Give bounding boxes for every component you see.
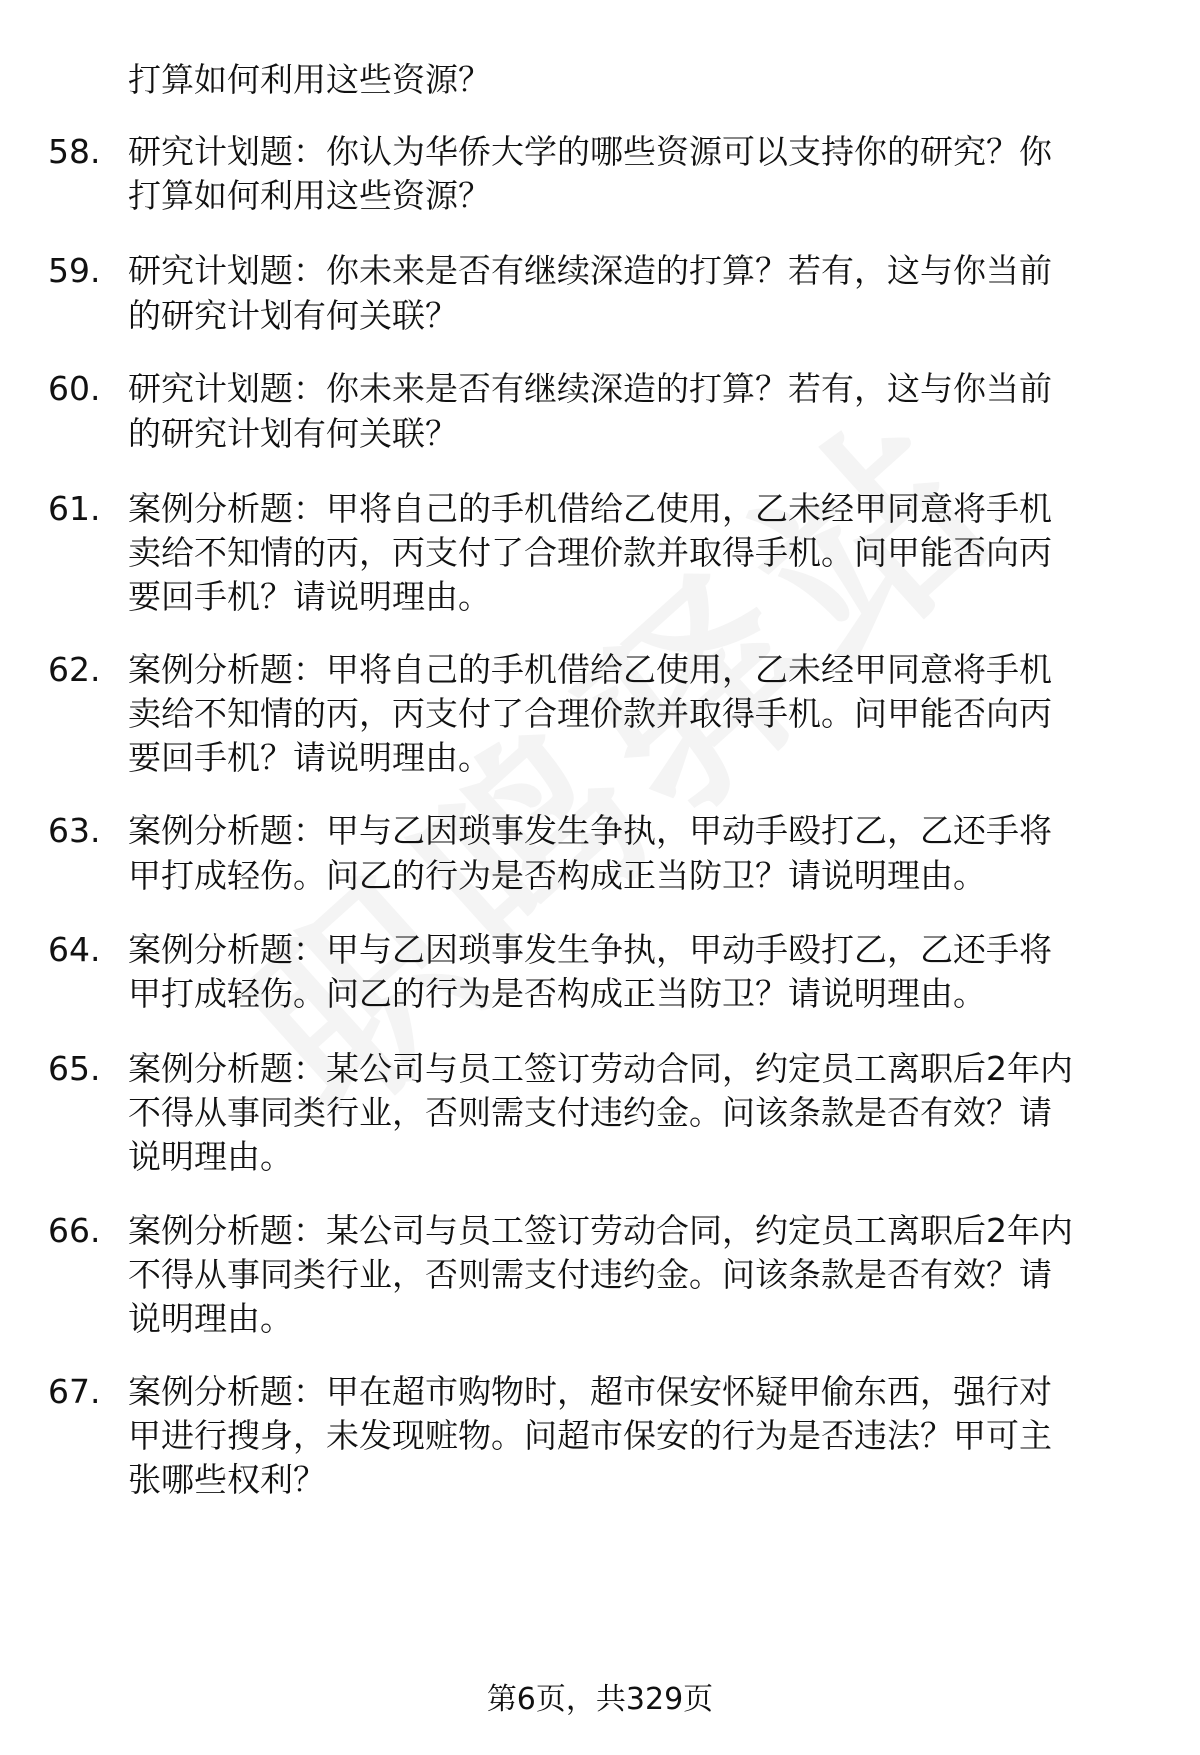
continued-question-line: 打算如何利用这些资源？: [128, 60, 491, 99]
question-line: 说明理由。: [128, 1137, 293, 1176]
question-line: 案例分析题：甲将自己的手机借给乙使用，乙未经甲同意将手机: [128, 489, 1052, 528]
question-number: 62.: [48, 650, 101, 689]
question-line: 卖给不知情的丙，丙支付了合理价款并取得手机。问甲能否向丙: [128, 694, 1052, 733]
question-line: 研究计划题：你认为华侨大学的哪些资源可以支持你的研究？你: [128, 132, 1052, 171]
question-line: 说明理由。: [128, 1299, 293, 1338]
question-number: 59.: [48, 251, 101, 290]
question-number: 63.: [48, 811, 101, 850]
question-line: 案例分析题：甲与乙因琐事发生争执，甲动手殴打乙，乙还手将: [128, 811, 1052, 850]
question-number: 67.: [48, 1372, 101, 1411]
question-line: 打算如何利用这些资源？: [128, 176, 491, 215]
question-line: 张哪些权利？: [128, 1460, 326, 1499]
question-line: 案例分析题：甲与乙因琐事发生争执，甲动手殴打乙，乙还手将: [128, 930, 1052, 969]
question-line: 不得从事同类行业，否则需支付违约金。问该条款是否有效？请: [128, 1093, 1052, 1132]
question-line: 案例分析题：某公司与员工签订劳动合同，约定员工离职后2年内: [128, 1211, 1073, 1250]
question-line: 甲打成轻伤。问乙的行为是否构成正当防卫？请说明理由。: [128, 856, 986, 895]
question-line: 卖给不知情的丙，丙支付了合理价款并取得手机。问甲能否向丙: [128, 533, 1052, 572]
question-number: 65.: [48, 1049, 101, 1088]
question-number: 60.: [48, 369, 101, 408]
question-line: 案例分析题：某公司与员工签订劳动合同，约定员工离职后2年内: [128, 1049, 1073, 1088]
question-line: 甲打成轻伤。问乙的行为是否构成正当防卫？请说明理由。: [128, 974, 986, 1013]
question-number: 66.: [48, 1211, 101, 1250]
question-line: 不得从事同类行业，否则需支付违约金。问该条款是否有效？请: [128, 1255, 1052, 1294]
question-line: 研究计划题：你未来是否有继续深造的打算？若有，这与你当前: [128, 369, 1052, 408]
question-line: 要回手机？请说明理由。: [128, 577, 491, 616]
question-line: 案例分析题：甲将自己的手机借给乙使用，乙未经甲同意将手机: [128, 650, 1052, 689]
question-line: 研究计划题：你未来是否有继续深造的打算？若有，这与你当前: [128, 251, 1052, 290]
question-number: 61.: [48, 489, 101, 528]
question-line: 要回手机？请说明理由。: [128, 738, 491, 777]
question-line: 的研究计划有何关联？: [128, 414, 458, 453]
page-footer: 第6页，共329页: [486, 1682, 714, 1717]
question-number: 64.: [48, 930, 101, 969]
question-line: 甲进行搜身，未发现赃物。问超市保安的行为是否违法？甲可主: [128, 1416, 1052, 1455]
question-line: 的研究计划有何关联？: [128, 296, 458, 335]
question-line: 案例分析题：甲在超市购物时，超市保安怀疑甲偷东西，强行对: [128, 1372, 1052, 1411]
question-number: 58.: [48, 132, 101, 171]
